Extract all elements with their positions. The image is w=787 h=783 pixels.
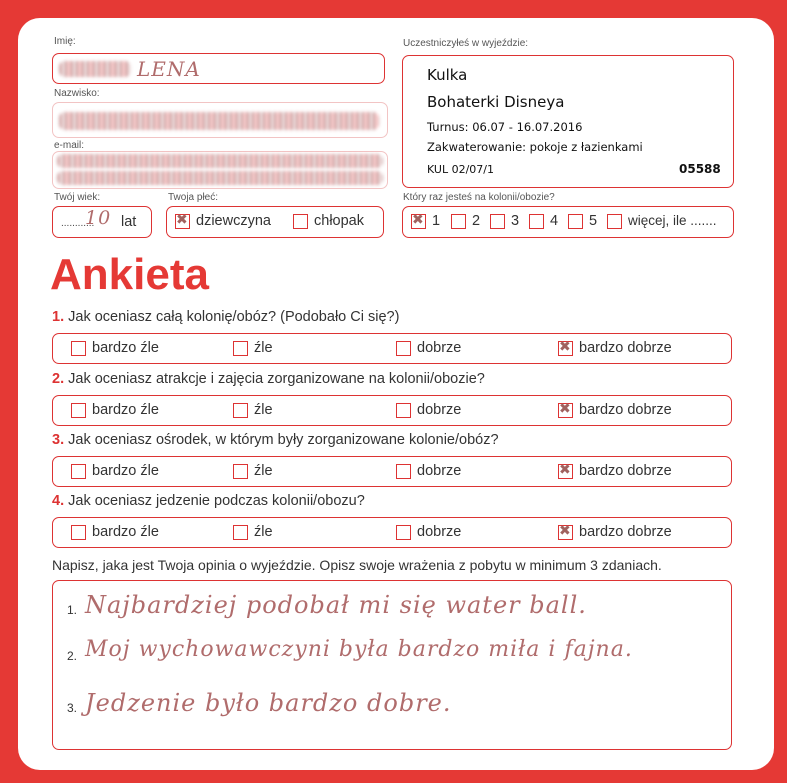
times-group xyxy=(402,206,734,238)
gender-option-girl[interactable] xyxy=(175,213,271,229)
answer-checkbox[interactable] xyxy=(71,341,86,356)
answer-checkbox[interactable] xyxy=(396,525,411,540)
name-label: Imię: xyxy=(54,36,76,47)
answer-option[interactable] xyxy=(71,463,159,479)
opinion-textarea[interactable] xyxy=(52,580,732,750)
answer-option[interactable] xyxy=(558,402,672,418)
answer-option[interactable] xyxy=(71,524,159,540)
survey-title: Ankieta xyxy=(50,250,209,299)
trip-label: Uczestniczyłeś w wyjeździe: xyxy=(403,38,529,49)
answer-label: bardzo dobrze xyxy=(579,524,672,540)
answer-label: dobrze xyxy=(417,340,462,356)
answer-label: źle xyxy=(254,340,273,356)
answer-option[interactable] xyxy=(396,524,461,540)
opinion-line-number: 1. xyxy=(67,603,78,617)
times-more-checkbox[interactable] xyxy=(607,214,622,229)
redacted-email-2 xyxy=(57,171,383,185)
boy-label: chłopak xyxy=(314,213,364,229)
answer-option[interactable] xyxy=(396,340,461,356)
answer-checkbox[interactable] xyxy=(71,403,86,418)
age-label: Twój wiek: xyxy=(54,192,101,203)
gender-option-boy[interactable] xyxy=(293,213,364,229)
times-5-checkbox[interactable] xyxy=(568,214,583,229)
times-4-checkbox[interactable] xyxy=(529,214,544,229)
surname-field[interactable] xyxy=(52,102,388,138)
trip-code: KUL 02/07/1 xyxy=(427,163,494,176)
age-unit: lat xyxy=(121,214,137,230)
answer-label: dobrze xyxy=(417,524,462,540)
answer-checkbox[interactable] xyxy=(558,341,573,356)
answer-label: źle xyxy=(254,463,273,479)
answer-label: bardzo dobrze xyxy=(579,402,672,418)
answer-checkbox[interactable] xyxy=(233,525,248,540)
question-label: Jak oceniasz ośrodek, w którym były zorganizowane kolonie/obóz? xyxy=(68,432,499,448)
answer-option[interactable] xyxy=(558,463,672,479)
answer-checkbox[interactable] xyxy=(558,525,573,540)
question-4-text xyxy=(52,493,365,509)
answer-option[interactable] xyxy=(71,402,159,418)
answer-label: dobrze xyxy=(417,463,462,479)
question-label: Jak oceniasz całą kolonię/obóz? (Podobało Ci się?) xyxy=(68,309,400,325)
answer-option[interactable] xyxy=(396,463,461,479)
times-label: Który raz jesteś na kolonii/obozie? xyxy=(403,192,555,203)
email-label: e-mail: xyxy=(54,140,85,151)
trip-line-1: Kulka xyxy=(427,66,468,84)
question-4-answers xyxy=(52,517,732,548)
answer-label: bardzo źle xyxy=(92,463,159,479)
answer-checkbox[interactable] xyxy=(558,403,573,418)
opinion-line-text: Jedzenie było bardzo dobre. xyxy=(85,689,452,717)
opinion-prompt: Napisz, jaka jest Twoja opinia o wyjeździe. Opisz swoje wrażenia z pobytu w minimum 3 zdaniach. xyxy=(52,557,662,573)
times-option-5[interactable] xyxy=(568,213,597,229)
answer-checkbox[interactable] xyxy=(233,341,248,356)
times-1-checkbox[interactable] xyxy=(411,214,426,229)
question-label: Jak oceniasz jedzenie podczas kolonii/obozu? xyxy=(68,493,365,509)
answer-checkbox[interactable] xyxy=(233,403,248,418)
name-value: LENA xyxy=(137,57,201,81)
answer-checkbox[interactable] xyxy=(558,464,573,479)
answer-option[interactable] xyxy=(558,524,672,540)
answer-label: bardzo źle xyxy=(92,524,159,540)
answer-label: dobrze xyxy=(417,402,462,418)
times-option-2[interactable] xyxy=(451,213,480,229)
redacted-email-1 xyxy=(57,154,383,168)
gender-group xyxy=(166,206,384,238)
times-option-more[interactable] xyxy=(607,213,717,229)
answer-label: bardzo dobrze xyxy=(579,463,672,479)
redacted-surname xyxy=(59,112,379,130)
times-5-label: 5 xyxy=(589,213,598,229)
email-field[interactable] xyxy=(52,151,388,189)
question-number: 1. xyxy=(52,309,65,325)
answer-label: bardzo źle xyxy=(92,402,159,418)
question-number: 3. xyxy=(52,432,65,448)
times-2-checkbox[interactable] xyxy=(451,214,466,229)
answer-checkbox[interactable] xyxy=(71,525,86,540)
question-1-answers xyxy=(52,333,732,364)
trip-line-2: Bohaterki Disneya xyxy=(427,93,565,111)
name-field[interactable] xyxy=(52,53,385,84)
answer-option[interactable] xyxy=(233,402,273,418)
opinion-line-number: 2. xyxy=(67,649,78,663)
times-4-label: 4 xyxy=(550,213,559,229)
opinion-line-text: Moj wychowawczyni była bardzo miła i fajna. xyxy=(85,637,633,662)
question-2-answers xyxy=(52,395,732,426)
answer-option[interactable] xyxy=(233,524,273,540)
age-field[interactable] xyxy=(52,206,152,238)
answer-checkbox[interactable] xyxy=(396,464,411,479)
question-label: Jak oceniasz atrakcje i zajęcia zorganizowane na kolonii/obozie? xyxy=(68,371,485,387)
answer-checkbox[interactable] xyxy=(233,464,248,479)
answer-label: źle xyxy=(254,524,273,540)
age-value: 10 xyxy=(85,207,112,229)
times-3-checkbox[interactable] xyxy=(490,214,505,229)
opinion-line-number: 3. xyxy=(67,701,78,715)
answer-option[interactable] xyxy=(233,340,273,356)
answer-option[interactable] xyxy=(71,340,159,356)
gender-label: Twoja płeć: xyxy=(168,192,219,203)
answer-option[interactable] xyxy=(396,402,461,418)
trip-info-box xyxy=(402,55,734,188)
question-3-answers xyxy=(52,456,732,487)
trip-accommodation: Zakwaterowanie: pokoje z łazienkami xyxy=(427,140,643,154)
question-number: 2. xyxy=(52,371,65,387)
answer-label: bardzo dobrze xyxy=(579,340,672,356)
answer-label: źle xyxy=(254,402,273,418)
surname-label: Nazwisko: xyxy=(54,88,100,99)
times-option-4[interactable] xyxy=(529,213,558,229)
trip-turnus: Turnus: 06.07 - 16.07.2016 xyxy=(427,120,583,134)
question-3-text xyxy=(52,432,499,448)
question-number: 4. xyxy=(52,493,65,509)
question-2-text xyxy=(52,371,485,387)
answer-checkbox[interactable] xyxy=(396,341,411,356)
answer-label: bardzo źle xyxy=(92,340,159,356)
answer-checkbox[interactable] xyxy=(71,464,86,479)
girl-label: dziewczyna xyxy=(196,213,271,229)
times-option-1[interactable] xyxy=(411,213,440,229)
age-dots: ............ xyxy=(61,218,95,229)
times-1-label: 1 xyxy=(432,213,441,229)
times-2-label: 2 xyxy=(472,213,481,229)
girl-checkbox[interactable] xyxy=(175,214,190,229)
answer-option[interactable] xyxy=(558,340,672,356)
trip-number: 05588 xyxy=(679,162,721,176)
times-more-label: więcej, ile ....... xyxy=(628,213,717,228)
opinion-line-text: Najbardziej podobał mi się water ball. xyxy=(85,591,587,619)
answer-option[interactable] xyxy=(233,463,273,479)
question-1-text xyxy=(52,309,399,325)
boy-checkbox[interactable] xyxy=(293,214,308,229)
answer-checkbox[interactable] xyxy=(396,403,411,418)
times-option-3[interactable] xyxy=(490,213,519,229)
times-3-label: 3 xyxy=(511,213,520,229)
redacted-firstname xyxy=(59,61,131,77)
